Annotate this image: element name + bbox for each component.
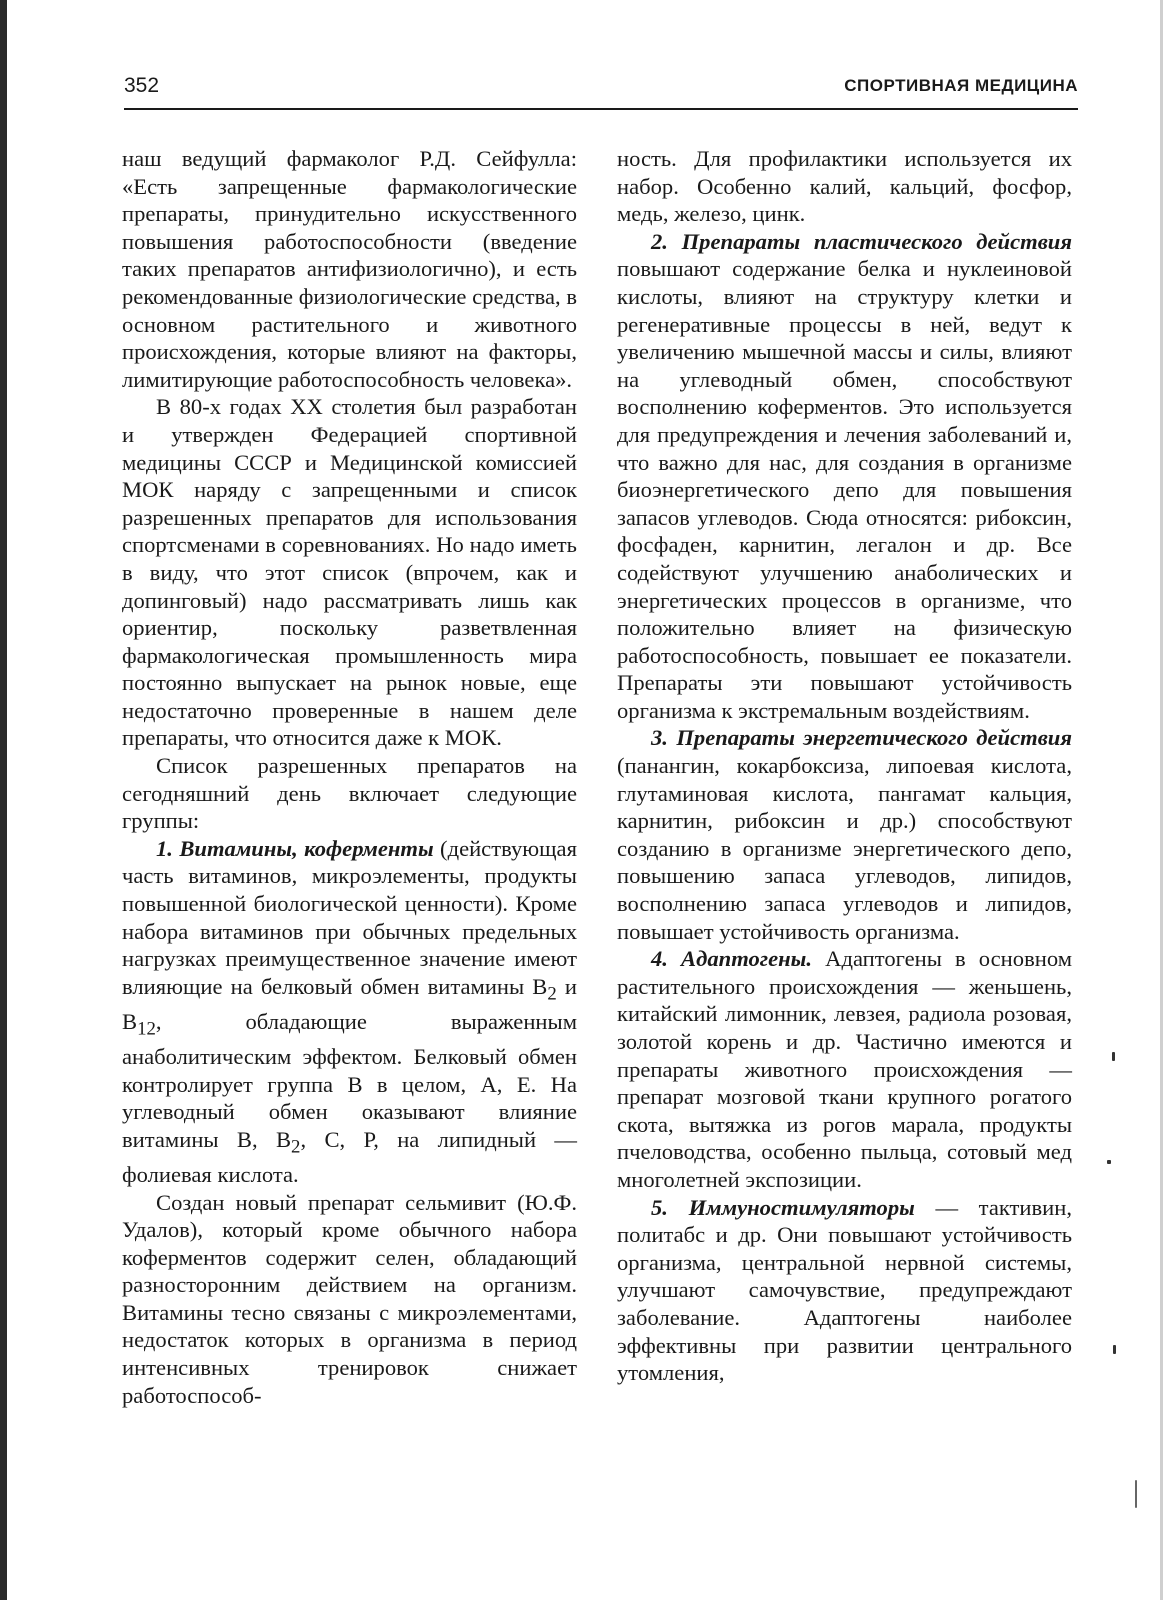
paragraph-text: (панангин, кокарбоксиза, липоевая кислота, глутаминовая кислота, пангамат кальция, карнитин, рибоксин и др.) способствуют созданию в организме энергетического депо, повышению запаса углеводов, липидов, восполнению запаса углеводов и липидов, повышает устойчивость организма. [617, 753, 1072, 944]
paragraph-adaptogens [617, 945, 1072, 1193]
paragraph-plastic [617, 228, 1072, 725]
paragraph-immunostimulators [617, 1194, 1072, 1387]
page-number: 352 [124, 74, 160, 97]
left-column [122, 145, 577, 1409]
subscript: 2 [291, 1136, 301, 1158]
group-heading-plastic: 2. Препараты пластического действия [651, 228, 1072, 254]
scan-speck [1113, 1345, 1116, 1354]
paragraph-vitamins [122, 835, 577, 1189]
paragraph: наш ведущий фармаколог Р.Д. Сейфулла: «Есть запрещенные фармакологические препараты, принудительно искусственного повышения работоспособности (введение таких препаратов антифизиологично), и есть рекомендованные физиологические средства, в основном растительного и животного происхождения, которые влияют на факторы, лимитирующие работоспособность человека». [122, 146, 577, 392]
paragraph-text: и В [122, 973, 577, 1034]
paragraph: ность. Для профилактики используется их набор. Особенно калий, кальций, фосфор, медь, железо, цинк. [617, 146, 1072, 227]
running-head: СПОРТИВНАЯ МЕДИЦИНА [844, 76, 1078, 95]
scan-border-left [0, 0, 7, 1600]
paragraph-text: повышают содержание белка и нуклеиновой кислоты, влияют на структуру клетки и регенеративные процессы в ней, ведут к увеличению мышечной массы и силы, влияют на углеводный обмен, способствуют восполнению коферментов. Это используется для предупреждения и лечения заболеваний и, что важно для нас, для создания в организме биоэнергетического депо для повышения запасов углеводов. Сюда относятся: рибоксин, фосфаден, карнитин, легалон и др. Все содействуют улучшению анаболических и энергетических процессов в организме, что положительно влияет на физическую работоспособность, повышает ее показатели. Препараты эти повышают устойчивость организма к экстремальным воздействиям. [617, 256, 1072, 723]
paragraph: Список разрешенных препаратов на сегодняшний день включает следующие группы: [122, 753, 577, 834]
scan-speck [1135, 1480, 1137, 1508]
subscript: 12 [137, 1018, 156, 1040]
right-column [617, 145, 1072, 1387]
group-heading-vitamins: 1. Витамины, коферменты [156, 835, 434, 861]
paragraph: Создан новый препарат сельмивит (Ю.Ф. Удалов), который кроме обычного набора коферментов содержит селен, обладающий разносторонним действием на организм. Витамины тесно связаны с микроэлементами, недостаток которых в организма в период интенсивных тренировок снижает работоспособ- [122, 1189, 577, 1408]
scan-speck [1112, 1052, 1115, 1061]
paragraph-text: Адаптогены в основном растительного происхождения — женьшень, китайский лимонник, левзея, радиола розовая, золотой корень и др. Частично имеются и препараты животного происхождения — препарат мозговой ткани крупного рогатого скота, вытяжка из рогов марала, продукты пчеловодства, особенно пыльца, сотовый мед многолетней экспозиции. [617, 946, 1072, 1192]
paragraph: В 80-х годах XX столетия был разработан и утвержден Федерацией спортивной медицины СССР и Медицинской комиссией МОК наряду с запрещенными и список разрешенных препаратов для использования спортсменами в соревнованиях. Но надо иметь в виду, что этот список (впрочем, как и допинговый) надо рассматривать лишь как ориентир, поскольку разветвленная фармакологическая промышленность мира постоянно выпускает на рынок новые, еще недостаточно проверенные в нашем деле препараты, что относится даже к МОК. [122, 394, 577, 751]
scan-speck [1107, 1160, 1111, 1164]
paragraph-text: , обладающие выраженным анаболитическим эффектом. Белковый обмен контролирует группа В в целом, А, Е. На углеводный обмен оказывают влияние витамины В, В [122, 1008, 577, 1152]
paragraph-text: — тактивин, политабс и др. Они повышают устойчивость организма, центральной нервной системы, улучшают самочувствие, предупреждают заболевание. Адаптогены наиболее эффективны при развитии центрального утомления, [617, 1194, 1072, 1386]
page-header [124, 74, 1078, 110]
paragraph-text: , С, Р, на липидный — фолиевая кислота. [122, 1126, 577, 1187]
group-heading-adaptogens: 4. Адаптогены. [651, 946, 813, 972]
group-heading-immunostimulators: 5. Иммуностимуляторы [651, 1194, 915, 1220]
paragraph-energetic [617, 724, 1072, 945]
paragraph-text: (действующая часть витаминов, микроэлементы, продукты повышенной биологической ценности). Кроме набора витаминов при обычных предельных нагрузках преимущественное значение имеют влияющие на белковый обмен витамины В [122, 835, 577, 999]
group-heading-energetic: 3. Препараты энергетического действия [651, 725, 1072, 751]
subscript: 2 [547, 983, 557, 1005]
